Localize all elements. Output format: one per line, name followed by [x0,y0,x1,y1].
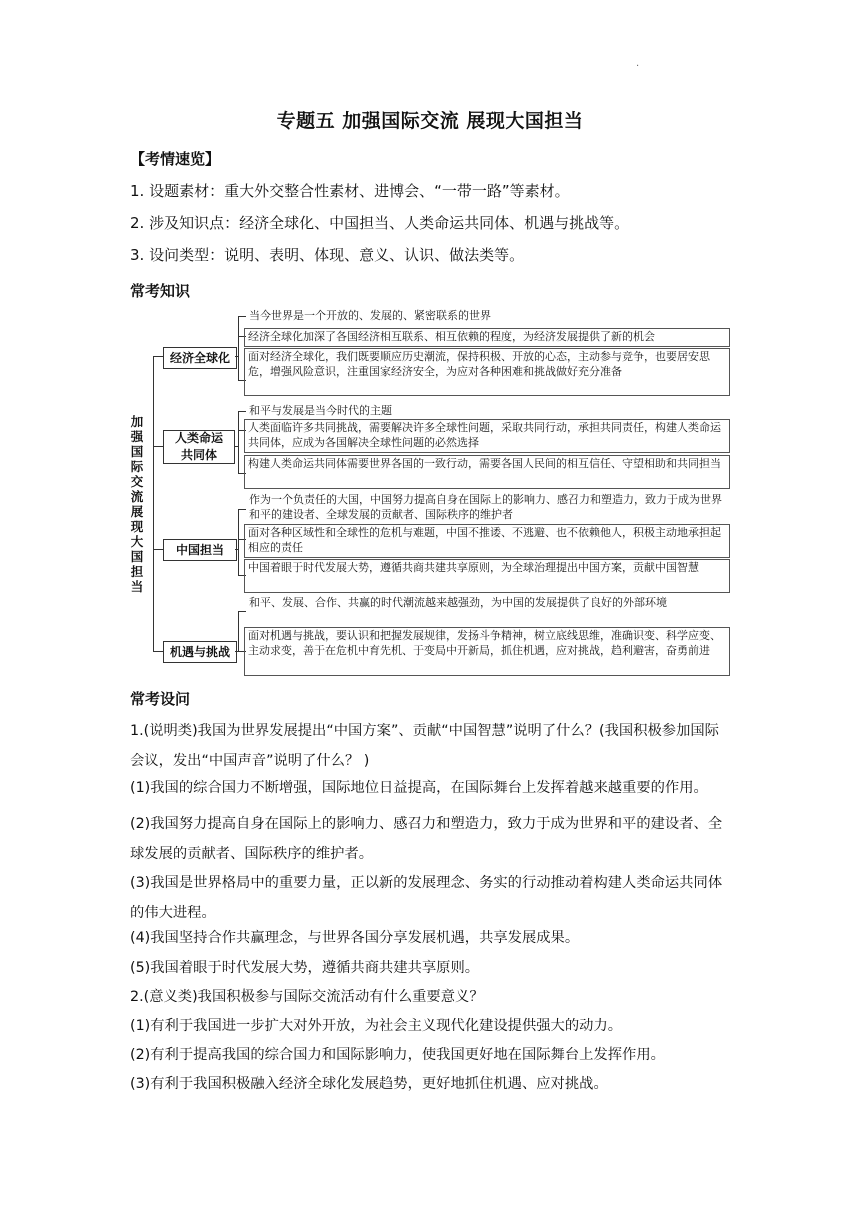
category-box [163,641,237,663]
content-box: 构建人类命运共同体需要世界各国的一致行动，需要各国人民间的相互信任、守望相助和共同担当 [244,455,730,489]
answer-item: (3)我国是世界格局中的重要力量，正以新的发展理念、务实的行动推动着构建人类命运共同体的伟大进程。 [130,875,723,921]
bracket-line [238,611,239,651]
overview-item: 1. 设题素材：重大外交整合性素材、进博会、“一带一路”等素材。 [130,182,570,200]
category-box [163,539,237,561]
answer-item: (2)我国努力提高自身在国际上的影响力、感召力和塑造力，致力于成为世界和平的建设者、全球发展的贡献者、国际秩序的维护者。 [130,816,723,862]
content-text: 和平与发展是当今时代的主题 [249,404,392,417]
question-1: 1.(说明类)我国为世界发展提出“中国方案”、贡献“中国智慧”说明了什么？(我国积极参加国际会议，发出“中国声音”说明了什么？ ) [130,723,719,769]
bracket-line [238,411,239,473]
bracket-line [238,411,246,412]
bracket-line [238,611,246,612]
questions-heading: 常考设问 [130,690,191,708]
page-title: 专题五 加强国际交流 展现大国担当 [276,110,584,132]
answer-item: (2)有利于提高我国的综合国力和国际影响力，使我国更好地在国际舞台上发挥作用。 [130,1047,665,1063]
knowledge-heading: 常考知识 [130,282,191,300]
content-text: 和平、发展、合作、共赢的时代潮流越来越强劲，为中国的发展提供了良好的外部环境 [249,596,667,609]
bracket-line [235,356,238,357]
page-marker: . [636,58,640,69]
content-box: 中国着眼于时代发展大势，遵循共商共建共享原则，为全球治理提出中国方案，贡献中国智慧 [244,559,730,593]
category-box [163,347,237,369]
bracket-line [238,316,246,317]
content-box: 面对各种区域性和全球性的危机与难题，中国不推诿、不逃避、也不依赖他人，积极主动地承担起相应的责任 [244,524,730,558]
branch-line [153,651,163,652]
content-box: 人类面临许多共同挑战，需要解决许多全球性问题，采取共同行动，承担共同责任，构建人类命运共同体，应成为各国解决全球性问题的必然选择 [244,419,730,453]
knowledge-tree-diagram [127,306,731,678]
trunk-line [153,356,154,651]
branch-line [153,446,163,447]
bracket-line [238,509,246,510]
answer-item: (1)我国的综合国力不断增强，国际地位日益提高，在国际舞台上发挥着越来越重要的作用。 [130,780,708,796]
bracket-line [235,446,238,447]
bracket-line [238,509,239,575]
bracket-line [238,316,239,380]
branch-line [153,356,163,357]
content-text: 当今世界是一个开放的、发展的、紧密联系的世界 [249,309,491,322]
overview-heading: 【考情速览】 [130,150,221,168]
category-label: 经济全球化 [169,350,230,365]
category-box [163,430,235,464]
bracket-line [235,549,238,550]
overview-item: 2. 涉及知识点：经济全球化、中国担当、人类命运共同体、机遇与挑战等。 [130,214,630,232]
content-box: 经济全球化加深了各国经济相互联系、相互依赖的程度，为经济发展提供了新的机会 [244,328,730,347]
branch-line [153,549,163,550]
overview-item: 3. 设问类型：说明、表明、体现、意义、认识、做法类等。 [130,246,525,264]
answer-item: (1)有利于我国进一步扩大对外开放，为社会主义现代化建设提供强大的动力。 [130,1018,623,1034]
answer-item: (4)我国坚持合作共赢理念，与世界各国分享发展机遇，共享发展成果。 [130,930,580,946]
answer-item: (5)我国着眼于时代发展大势，遵循共商共建共享原则。 [130,960,480,976]
content-text: 作为一个负责任的大国，中国努力提高自身在国际上的影响力、感召力和塑造力，致力于成为世界和平的建设者、全球发展的贡献者、国际秩序的维护者 [249,493,722,521]
content-box: 面对经济全球化，我们既要顺应历史潮流，保持积极、开放的心态，主动参与竞争，也要居安思危，增强风险意识，注重国家经济安全，为应对各种困难和挑战做好充分准备 [244,348,730,396]
content-box: 面对机遇与挑战，要认识和把握发展规律，发扬斗争精神，树立底线思维，准确识变、科学应变、主动求变，善于在危机中育先机、于变局中开新局，抓住机遇，应对挑战，趋利避害，奋勇前进 [244,627,730,676]
category-label: 中国担当 [175,542,224,557]
question-2: 2.(意义类)我国积极参与国际交流活动有什么重要意义？ [130,989,484,1005]
root-label: 加强国际交流展现大国担当 [130,414,144,594]
category-label: 机遇与挑战 [169,644,230,659]
category-label: 人类命运共同体 [174,431,223,462]
answer-item: (3)有利于我国积极融入经济全球化发展趋势，更好地抓住机遇、应对挑战。 [130,1076,608,1092]
